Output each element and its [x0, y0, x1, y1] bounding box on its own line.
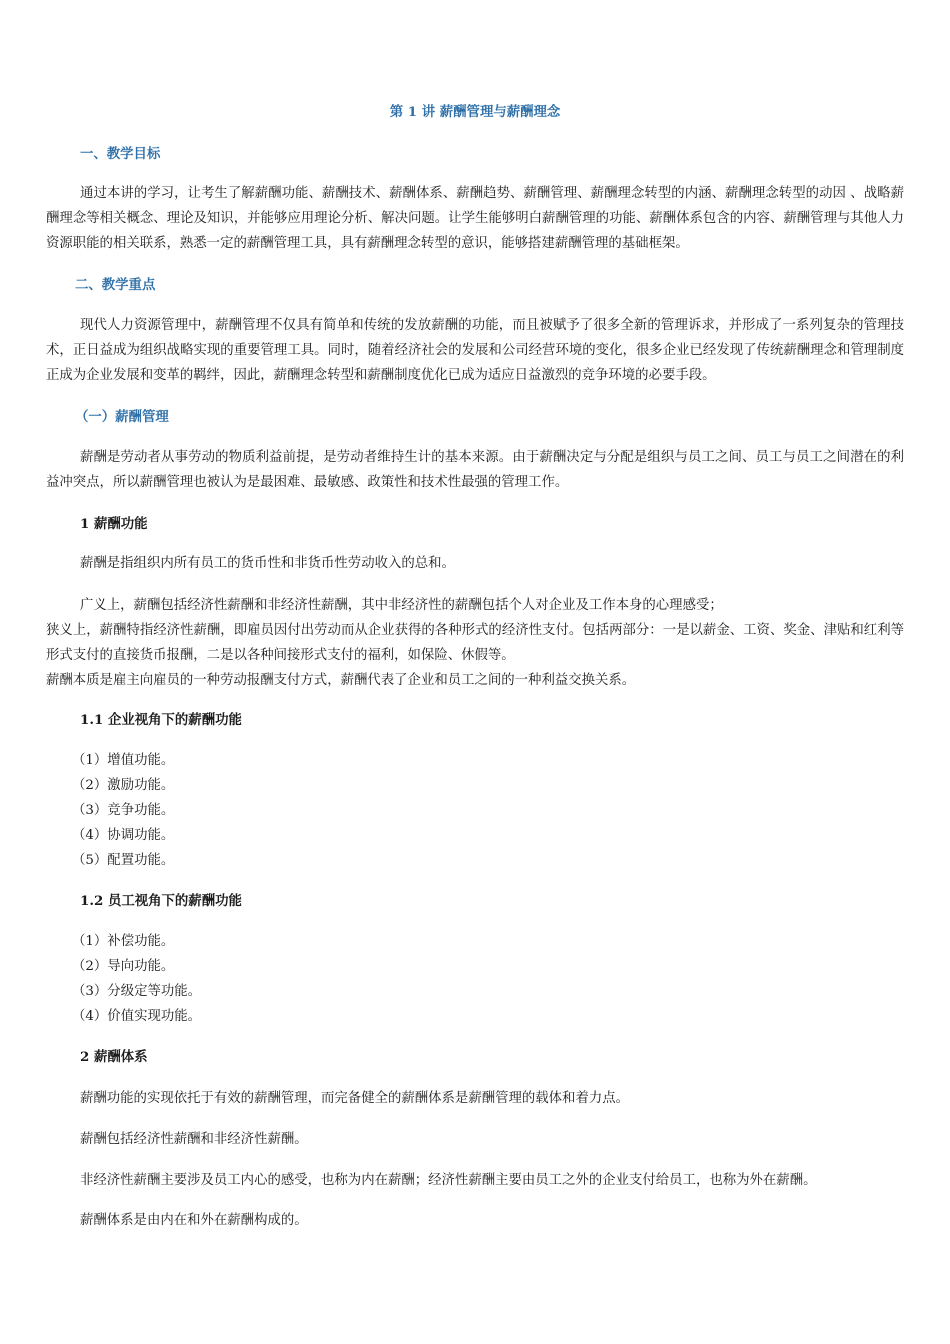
paragraph-salary-definition: 薪酬是指组织内所有员工的货币性和非货币性劳动收入的总和。 [80, 556, 455, 571]
list-item: （3）分级定等功能。 [72, 984, 202, 999]
list-employee-functions [72, 929, 201, 1029]
list-item: （1）补偿功能。 [72, 934, 175, 949]
list-item: （1）增值功能。 [72, 753, 175, 768]
paragraph-salary-scope [46, 593, 904, 693]
list-item: （4）协调功能。 [72, 828, 175, 843]
list-enterprise-functions [72, 748, 174, 873]
heading-enterprise-view: 1.1 企业视角下的薪酬功能 [80, 712, 242, 728]
paragraph-teaching-focus: 现代人力资源管理中，薪酬管理不仅具有简单和传统的发放薪酬的功能，而且被赋予了很多全新的管理诉求，并形成了一系列复杂的管理技术，正日益成为组织战略实现的重要管理工具。同时，随着经济社会的发展和公司经营环境的变化，很多企业已经发现了传统薪酬理念和管理制度正成为企业发展和变革的羁绊，因此，薪酬理念转型和薪酬制度优化已成为适应日益激烈的竞争环境的必要手段。 [46, 318, 904, 383]
paragraph-system-3: 非经济性薪酬主要涉及员工内心的感受，也称为内在薪酬；经济性薪酬主要由员工之外的企业支付给员工，也称为外在薪酬。 [80, 1173, 817, 1188]
line-salary-essence: 薪酬本质是雇主向雇员的一种劳动报酬支付方式，薪酬代表了企业和员工之间的一种利益交换关系。 [46, 673, 636, 688]
list-item: （4）价值实现功能。 [72, 1009, 202, 1024]
heading-salary-system: 2 薪酬体系 [80, 1049, 148, 1065]
list-item: （2）导向功能。 [72, 959, 175, 974]
paragraph-system-2: 薪酬包括经济性薪酬和非经济性薪酬。 [80, 1132, 308, 1147]
paragraph-system-1: 薪酬功能的实现依托于有效的薪酬管理，而完备健全的薪酬体系是薪酬管理的载体和着力点。 [80, 1091, 630, 1106]
list-item: （2）激励功能。 [72, 778, 175, 793]
line-broad-sense: 广义上，薪酬包括经济性薪酬和非经济性薪酬，其中非经济性的薪酬包括个人对企业及工作本身的心理感受； [80, 598, 723, 613]
list-item: （3）竞争功能。 [72, 803, 175, 818]
heading-salary-function: 1 薪酬功能 [80, 516, 148, 532]
heading-salary-management: （一）薪酬管理 [75, 409, 169, 425]
line-narrow-sense: 狭义上，薪酬特指经济性薪酬，即雇员因付出劳动而从企业获得的各种形式的经济性支付。包括两部分：一是以薪金、工资、奖金、津贴和红利等形式支付的直接货币报酬，二是以各种间接形式支付的福利，如保险、休假等。 [46, 623, 904, 663]
paragraph-teaching-goals: 通过本讲的学习，让考生了解薪酬功能、薪酬技术、薪酬体系、薪酬趋势、薪酬管理、薪酬理念转型的内涵、薪酬理念转型的动因 、战略薪酬理念等相关概念、理论及知识，并能够应用理论分析、解决问题。让学生能够明白薪酬管理的功能、薪酬体系包含的内容、薪酬管理与其他人力资源职能的相关联系，熟悉一定的薪酬管理工具，具有薪酬理念转型的意识，能够搭建薪酬管理的基础框架。 [46, 186, 904, 251]
page-title: 第 1 讲 薪酬管理与薪酬理念 [389, 104, 561, 120]
heading-employee-view: 1.2 员工视角下的薪酬功能 [80, 893, 242, 909]
heading-teaching-focus: 二、教学重点 [75, 277, 156, 293]
paragraph-system-4: 薪酬体系是由内在和外在薪酬构成的。 [80, 1213, 308, 1228]
paragraph-salary-management: 薪酬是劳动者从事劳动的物质利益前提，是劳动者维持生计的基本来源。由于薪酬决定与分配是组织与员工之间、员工与员工之间潜在的利益冲突点，所以薪酬管理也被认为是最困难、最敏感、政策性和技术性最强的管理工作。 [46, 450, 904, 490]
heading-teaching-goals: 一、教学目标 [80, 146, 161, 162]
list-item: （5）配置功能。 [72, 853, 175, 868]
